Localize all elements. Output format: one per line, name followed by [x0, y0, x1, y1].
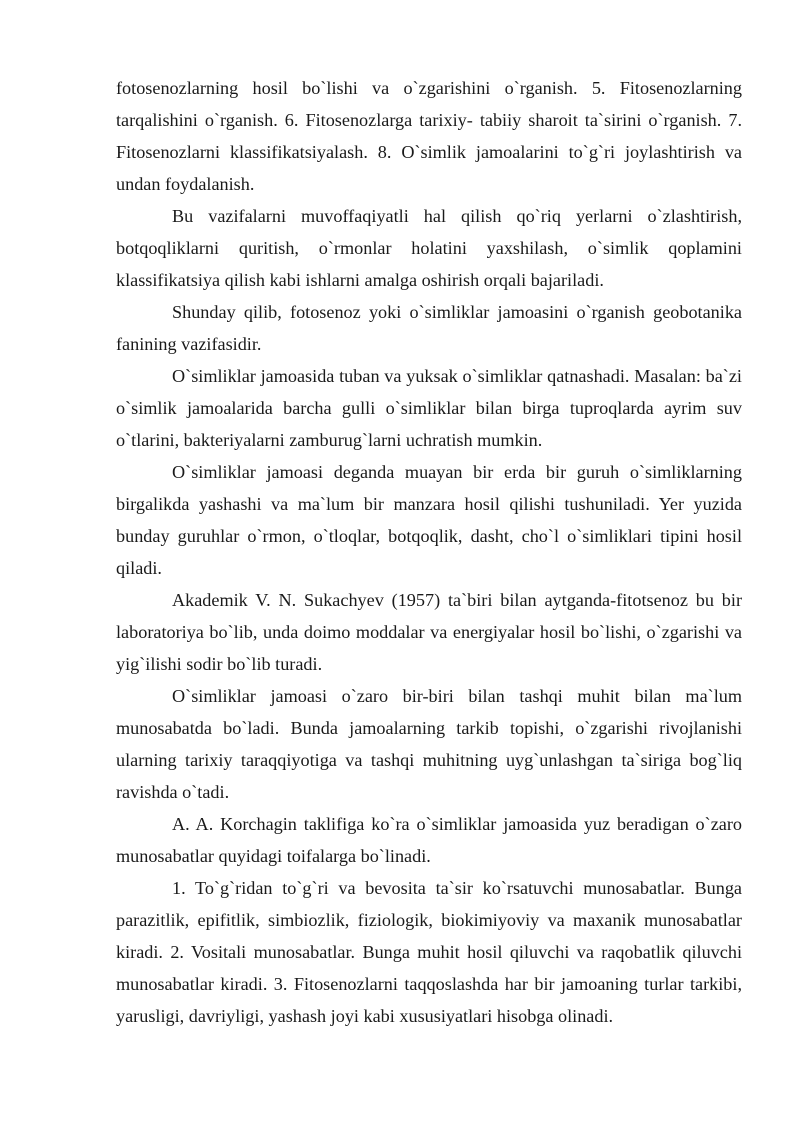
paragraph-community-definition: O`simliklar jamoasi deganda muayan bir erda bir guruh o`simliklarning birgalikda yashashi va ma`lum bir manzara hosil qilishi tushuniladi. Yer yuzida bunday guruhlar o`rmon, o`tloqlar, botqoqlik, dasht, cho`l o`simliklari tipini hosil qiladi. — [116, 462, 742, 578]
paragraph-lower-higher-plants: O`simliklar jamoasida tuban va yuksak o`simliklar qatnashadi. Masalan: ba`zi o`simlik jamoalarida barcha gulli o`simliklar bilan birga tuproqlarda ayrim suv o`tlarini, bakteriyalarni zamburug`larni uchratish mumkin. — [116, 366, 742, 450]
paragraph-korchagin: A. A. Korchagin taklifiga ko`ra o`simliklar jamoasida yuz beradigan o`zaro munosabatlar quyidagi toifalarga bo`linadi. — [116, 814, 742, 866]
document-page — [116, 72, 742, 1032]
paragraph-relation-types: 1. To`g`ridan to`g`ri va bevosita ta`sir ko`rsatuvchi munosabatlar. Bunga parazitlik, epifitlik, simbiozlik, fiziologik, biokimiyoviy va maxanik munosabatlar kiradi. 2. Vositali munosabatlar. Bunga muhit hosil qiluvchi va raqobatlik qiluvchi munosabatlar kiradi. 3. Fitosenozlarni taqqoslashda har bir jamoaning turlar tarkibi, yarusligi, davriyligi, yashash joyi kabi xususiyatlari hisobga olinadi. — [116, 878, 742, 1026]
paragraph-geobotany-task: Shunday qilib, fotosenoz yoki o`simliklar jamoasini o`rganish geobotanika fanining vazifasidir. — [116, 302, 742, 354]
paragraph-sukachyev: Akademik V. N. Sukachyev (1957) ta`biri bilan aytganda-fitotsenoz bu bir laboratoriya bo`lib, unda doimo moddalar va energiyalar hosil bo`lishi, o`zgarishi va yig`ilishi sodir bo`lib turadi. — [116, 590, 742, 674]
paragraph-continuation: fotosenozlarning hosil bo`lishi va o`zgarishini o`rganish. 5. Fitosenozlarning tarqalishini o`rganish. 6. Fitosenozlarga tarixiy- tabiiy sharoit ta`sirini o`rganish. 7. Fitosenozlarni klassifikatsiyalash. 8. O`simlik jamoalarini to`g`ri joylashtirish va undan foydalanish. — [116, 78, 742, 194]
paragraph-tasks-solution: Bu vazifalarni muvoffaqiyatli hal qilish qo`riq yerlarni o`zlashtirish, botqoqliklarni quritish, o`rmonlar holatini yaxshilash, o`simlik qoplamini klassifikatsiya qilish kabi ishlarni amalga oshirish orqali bajariladi. — [116, 206, 742, 290]
paragraph-mutual-relations: O`simliklar jamoasi o`zaro bir-biri bilan tashqi muhit bilan ma`lum munosabatda bo`ladi. Bunda jamoalarning tarkib topishi, o`zgarishi rivojlanishi ularning tarixiy taraqqiyotiga va tashqi muhitning uyg`unlashgan ta`siriga bog`liq ravishda o`tadi. — [116, 686, 742, 802]
